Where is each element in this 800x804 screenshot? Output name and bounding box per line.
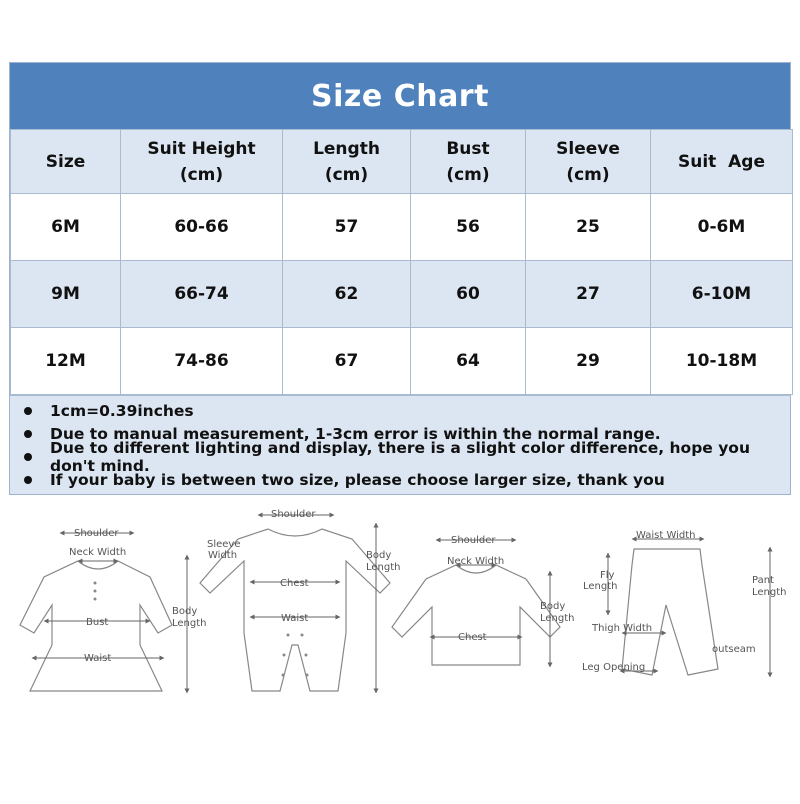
bullet-icon: [24, 430, 32, 438]
cell-size: 12M: [11, 328, 121, 395]
dress-body-label: Body: [172, 606, 198, 617]
cell-suit-age: 6-10M: [651, 261, 793, 328]
header-row: [11, 130, 793, 194]
cell-length: 57: [283, 194, 411, 261]
chart-title: Size Chart: [10, 63, 790, 129]
romper-shoulder-label: Shoulder: [271, 509, 316, 520]
romper-body-label: Body: [366, 550, 392, 561]
top-neck-label: Neck Width: [447, 556, 505, 567]
romper-chest-label: Chest: [280, 578, 309, 589]
garment-diagrams-svg: [0, 495, 800, 800]
note-item: 1cm=0.39inches: [24, 399, 790, 422]
cell-bust: 56: [411, 194, 526, 261]
dress-bust-label: Bust: [86, 617, 109, 628]
cell-length: 62: [283, 261, 411, 328]
top-chest-label: Chest: [458, 632, 487, 643]
size-chart: [9, 62, 791, 495]
pants-outseam-label: outseam: [712, 644, 756, 655]
top-length-label: Length: [540, 613, 575, 624]
table-row: [11, 261, 793, 328]
notes-list: [10, 395, 790, 494]
cell-sleeve: 29: [526, 328, 651, 395]
header-suit-age: Suit Age: [651, 130, 793, 194]
dress-shoulder-label: Shoulder: [74, 528, 119, 539]
cell-sleeve: 27: [526, 261, 651, 328]
cell-suit-age: 10-18M: [651, 328, 793, 395]
cell-length: 67: [283, 328, 411, 395]
pants-waist-label: Waist Width: [636, 530, 696, 541]
cell-size: 9M: [11, 261, 121, 328]
bullet-icon: [24, 476, 32, 484]
cell-suit-height: 74-86: [121, 328, 283, 395]
dress-neck-label: Neck Width: [69, 547, 127, 558]
header-size: Size: [11, 130, 121, 194]
bullet-icon: [24, 453, 32, 461]
romper-width-label: Width: [208, 550, 238, 561]
note-item: If your baby is between two size, please choose larger size, thank you: [24, 468, 790, 491]
top-shoulder-label: Shoulder: [451, 535, 496, 546]
pants-fly-label: Fly: [600, 570, 615, 581]
cell-suit-height: 60-66: [121, 194, 283, 261]
header-sleeve: Sleeve (cm): [526, 130, 651, 194]
pants-leg-opening-label: Leg Opening: [582, 662, 646, 673]
header-bust: Bust (cm): [411, 130, 526, 194]
cell-size: 6M: [11, 194, 121, 261]
romper-waist-label: Waist: [281, 613, 309, 624]
dress-waist-label: Waist: [84, 653, 112, 664]
header-length: Length (cm): [283, 130, 411, 194]
measurement-diagrams: [0, 495, 800, 800]
romper-sleeve-label: Sleeve: [207, 539, 241, 550]
cell-bust: 60: [411, 261, 526, 328]
pants-thigh-label: Thigh Width: [592, 623, 653, 634]
top-outline: [392, 565, 560, 665]
table-row: [11, 328, 793, 395]
note-item: Due to different lighting and display, there is a slight color difference, hope you don't mind.: [24, 445, 790, 468]
top-body-label: Body: [540, 601, 566, 612]
cell-suit-height: 66-74: [121, 261, 283, 328]
note-item: Due to manual measurement, 1-3cm error is within the normal range.: [24, 422, 790, 445]
pants-fly-length-label: Length: [583, 581, 618, 592]
size-table: [10, 129, 793, 395]
cell-bust: 64: [411, 328, 526, 395]
pants-pant-length-label: Length: [752, 587, 787, 598]
cell-suit-age: 0-6M: [651, 194, 793, 261]
cell-sleeve: 25: [526, 194, 651, 261]
table-row: [11, 194, 793, 261]
pants-pant-label: Pant: [752, 575, 774, 586]
dress-length-label: Length: [172, 618, 207, 629]
header-suit-height: Suit Height (cm): [121, 130, 283, 194]
pants-outline: [622, 549, 718, 675]
romper-length-label: Length: [366, 562, 401, 573]
bullet-icon: [24, 407, 32, 415]
